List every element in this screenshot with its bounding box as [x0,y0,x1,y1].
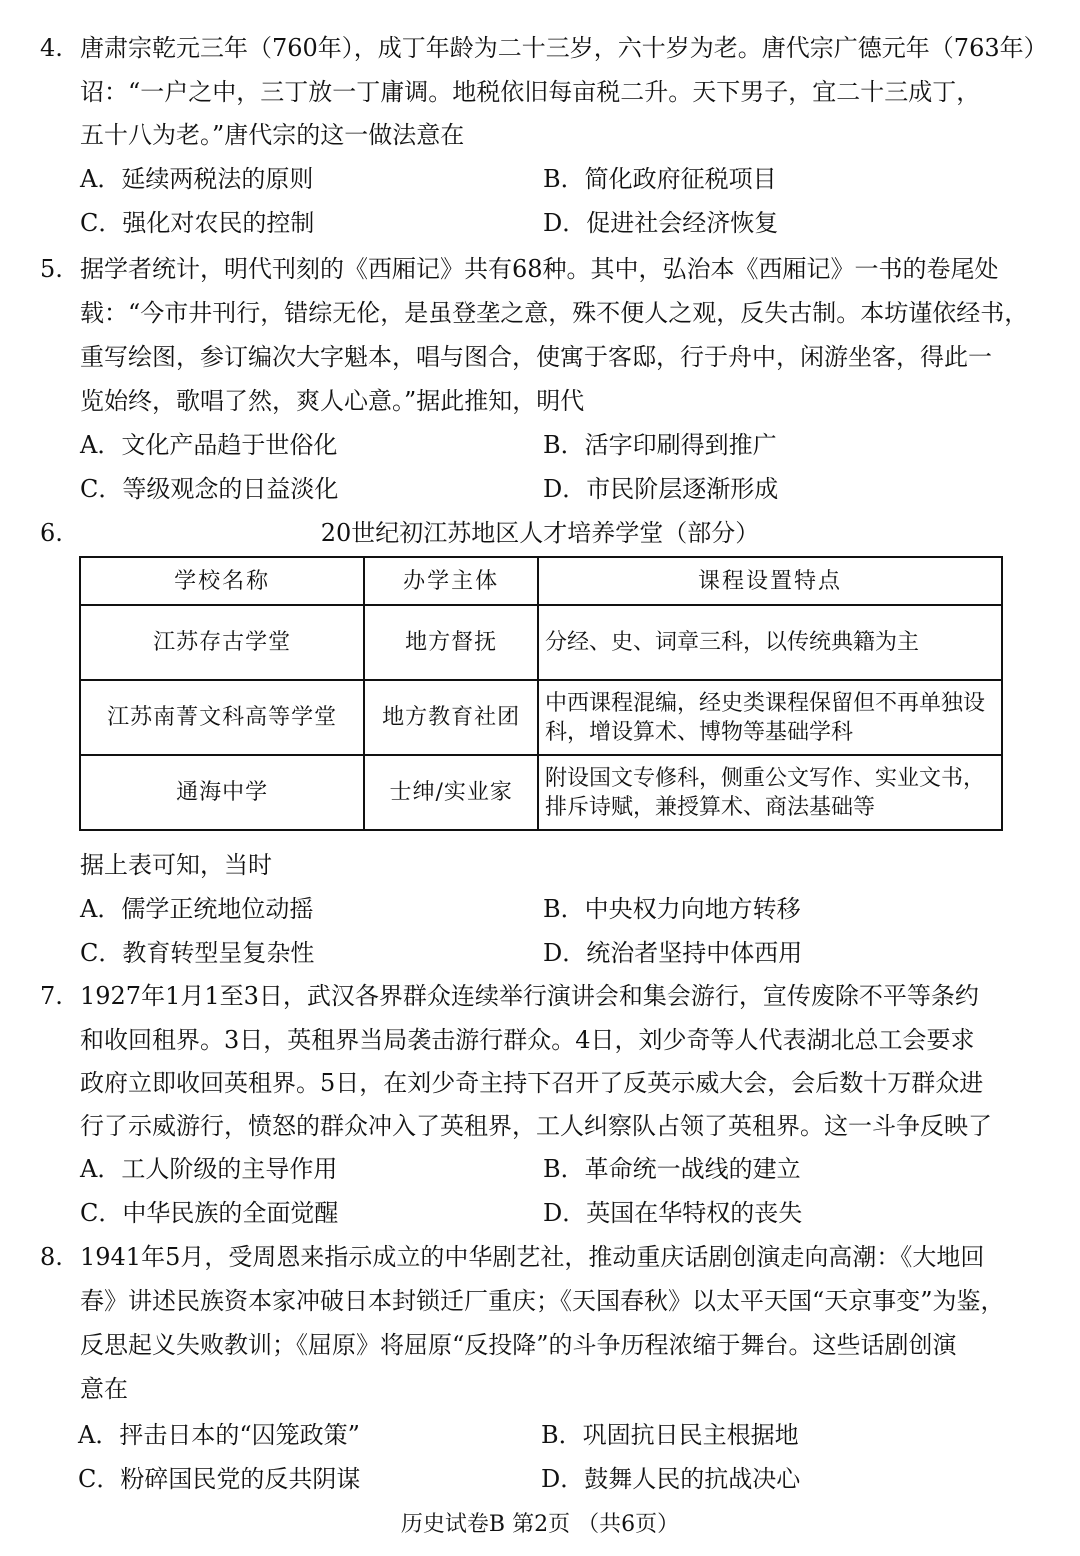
question-number: 8. [40,1243,63,1271]
table-cell: 通海中学 [80,755,364,830]
table-row [80,755,1002,830]
option-c: C．教育转型呈复杂性 [80,939,315,967]
option-a: A．文化产品趋于世俗化 [80,431,338,459]
option-c: C．等级观念的日益淡化 [80,475,339,503]
question-number: 5. [40,255,63,283]
option-b: B．中央权力向地方转移 [543,895,801,923]
option-b: B．革命统一战线的建立 [543,1155,801,1183]
option-a: A．抨击日本的“囚笼政策” [78,1421,360,1449]
table-cell: 地方教育社团 [364,680,538,755]
question-text-line: 五十八为老。”唐代宗的这一做法意在 [80,121,465,149]
question-text-line: 和收回租界。3日，英租界当局袭击游行群众。4日，刘少奇等人代表湖北总工会要求 [80,1026,975,1054]
option-a: A．儒学正统地位动摇 [80,895,314,923]
option-d: D．统治者坚持中体西用 [543,939,803,967]
question-text-line: 行了示威游行，愤怒的群众冲入了英租界，工人纠察队占领了英租界。这一斗争反映了 [80,1112,992,1140]
option-d: D．鼓舞人民的抗战决心 [541,1465,801,1493]
table-cell: 江苏南菁文科高等学堂 [80,680,364,755]
table-cell: 中西课程混编，经史类课程保留但不再单独设科，增设算术、博物等基础学科 [538,680,1002,755]
option-d: D．促进社会经济恢复 [543,209,779,237]
table-caption: 20世纪初江苏地区人才培养学堂（部分） [320,519,760,547]
question-stem: 据上表可知，当时 [80,851,272,879]
question-text-line: 政府立即收回英租界。5日，在刘少奇主持下召开了反英示威大会，会后数十万群众进 [80,1069,984,1097]
schools-table [79,556,1003,831]
question-number: 6. [40,519,63,547]
table-header-row [80,557,1002,605]
question-number: 4. [40,34,63,62]
option-c: C．中华民族的全面觉醒 [80,1199,339,1227]
table-cell: 附设国文专修科，侧重公文写作、实业文书，排斥诗赋，兼授算术、商法基础等 [538,755,1002,830]
column-header: 学校名称 [80,557,364,605]
question-text-line: 据学者统计，明代刊刻的《西厢记》共有68种。其中，弘治本《西厢记》一书的卷尾处 [80,255,999,283]
question-text-line: 载：“今市井刊行，错综无伦，是虽登垄之意，殊不便人之观，反失古制。本坊谨依经书， [80,299,1029,327]
column-header: 办学主体 [364,557,538,605]
option-a: A．工人阶级的主导作用 [80,1155,338,1183]
option-d: D．英国在华特权的丧失 [543,1199,803,1227]
option-c: C．粉碎国民党的反共阴谋 [78,1465,361,1493]
question-text-line: 诏：“一户之中，三丁放一丁庸调。地税依旧每亩税二升。天下男子，宜二十三成丁， [80,78,981,106]
table-row [80,680,1002,755]
question-text-line: 重写绘图，参订编次大字魁本，唱与图合，使寓于客邸，行于舟中，闲游坐客，得此一 [80,343,992,371]
option-d: D．市民阶层逐渐形成 [543,475,779,503]
question-text-line: 览始终，歌唱了然，爽人心意。”据此推知，明代 [80,387,585,415]
table-row [80,605,1002,680]
option-b: B．巩固抗日民主根据地 [541,1421,799,1449]
column-header: 课程设置特点 [538,557,1002,605]
question-text-line: 唐肃宗乾元三年（760年），成丁年龄为二十三岁，六十岁为老。唐代宗广德元年（763年） [80,34,1048,62]
table-cell: 分经、史、词章三科，以传统典籍为主 [538,605,1002,680]
question-text-line: 1941年5月，受周恩来指示成立的中华剧艺社，推动重庆话剧创演走向高潮：《大地回 [80,1243,985,1271]
question-number: 7. [40,982,63,1010]
option-a: A．延续两税法的原则 [80,165,314,193]
table-cell: 地方督抚 [364,605,538,680]
table-cell: 江苏存古学堂 [80,605,364,680]
option-b: B．活字印刷得到推广 [543,431,777,459]
table-cell: 士绅/实业家 [364,755,538,830]
option-b: B．简化政府征税项目 [543,165,777,193]
question-text-line: 反思起义失败教训；《屈原》将屈原“反投降”的斗争历程浓缩于舞台。这些话剧创演 [80,1331,957,1359]
question-text-line: 意在 [80,1375,128,1403]
question-text-line: 1927年1月1至3日，武汉各界群众连续举行演讲会和集会游行，宣传废除不平等条约 [80,982,979,1010]
option-c: C．强化对农民的控制 [80,209,315,237]
page-footer: 历史试卷B 第2页 （共6页） [400,1512,680,1537]
question-text-line: 春》讲述民族资本家冲破日本封锁迁厂重庆；《天国春秋》以太平天国“天京事变”为鉴， [80,1287,1005,1315]
